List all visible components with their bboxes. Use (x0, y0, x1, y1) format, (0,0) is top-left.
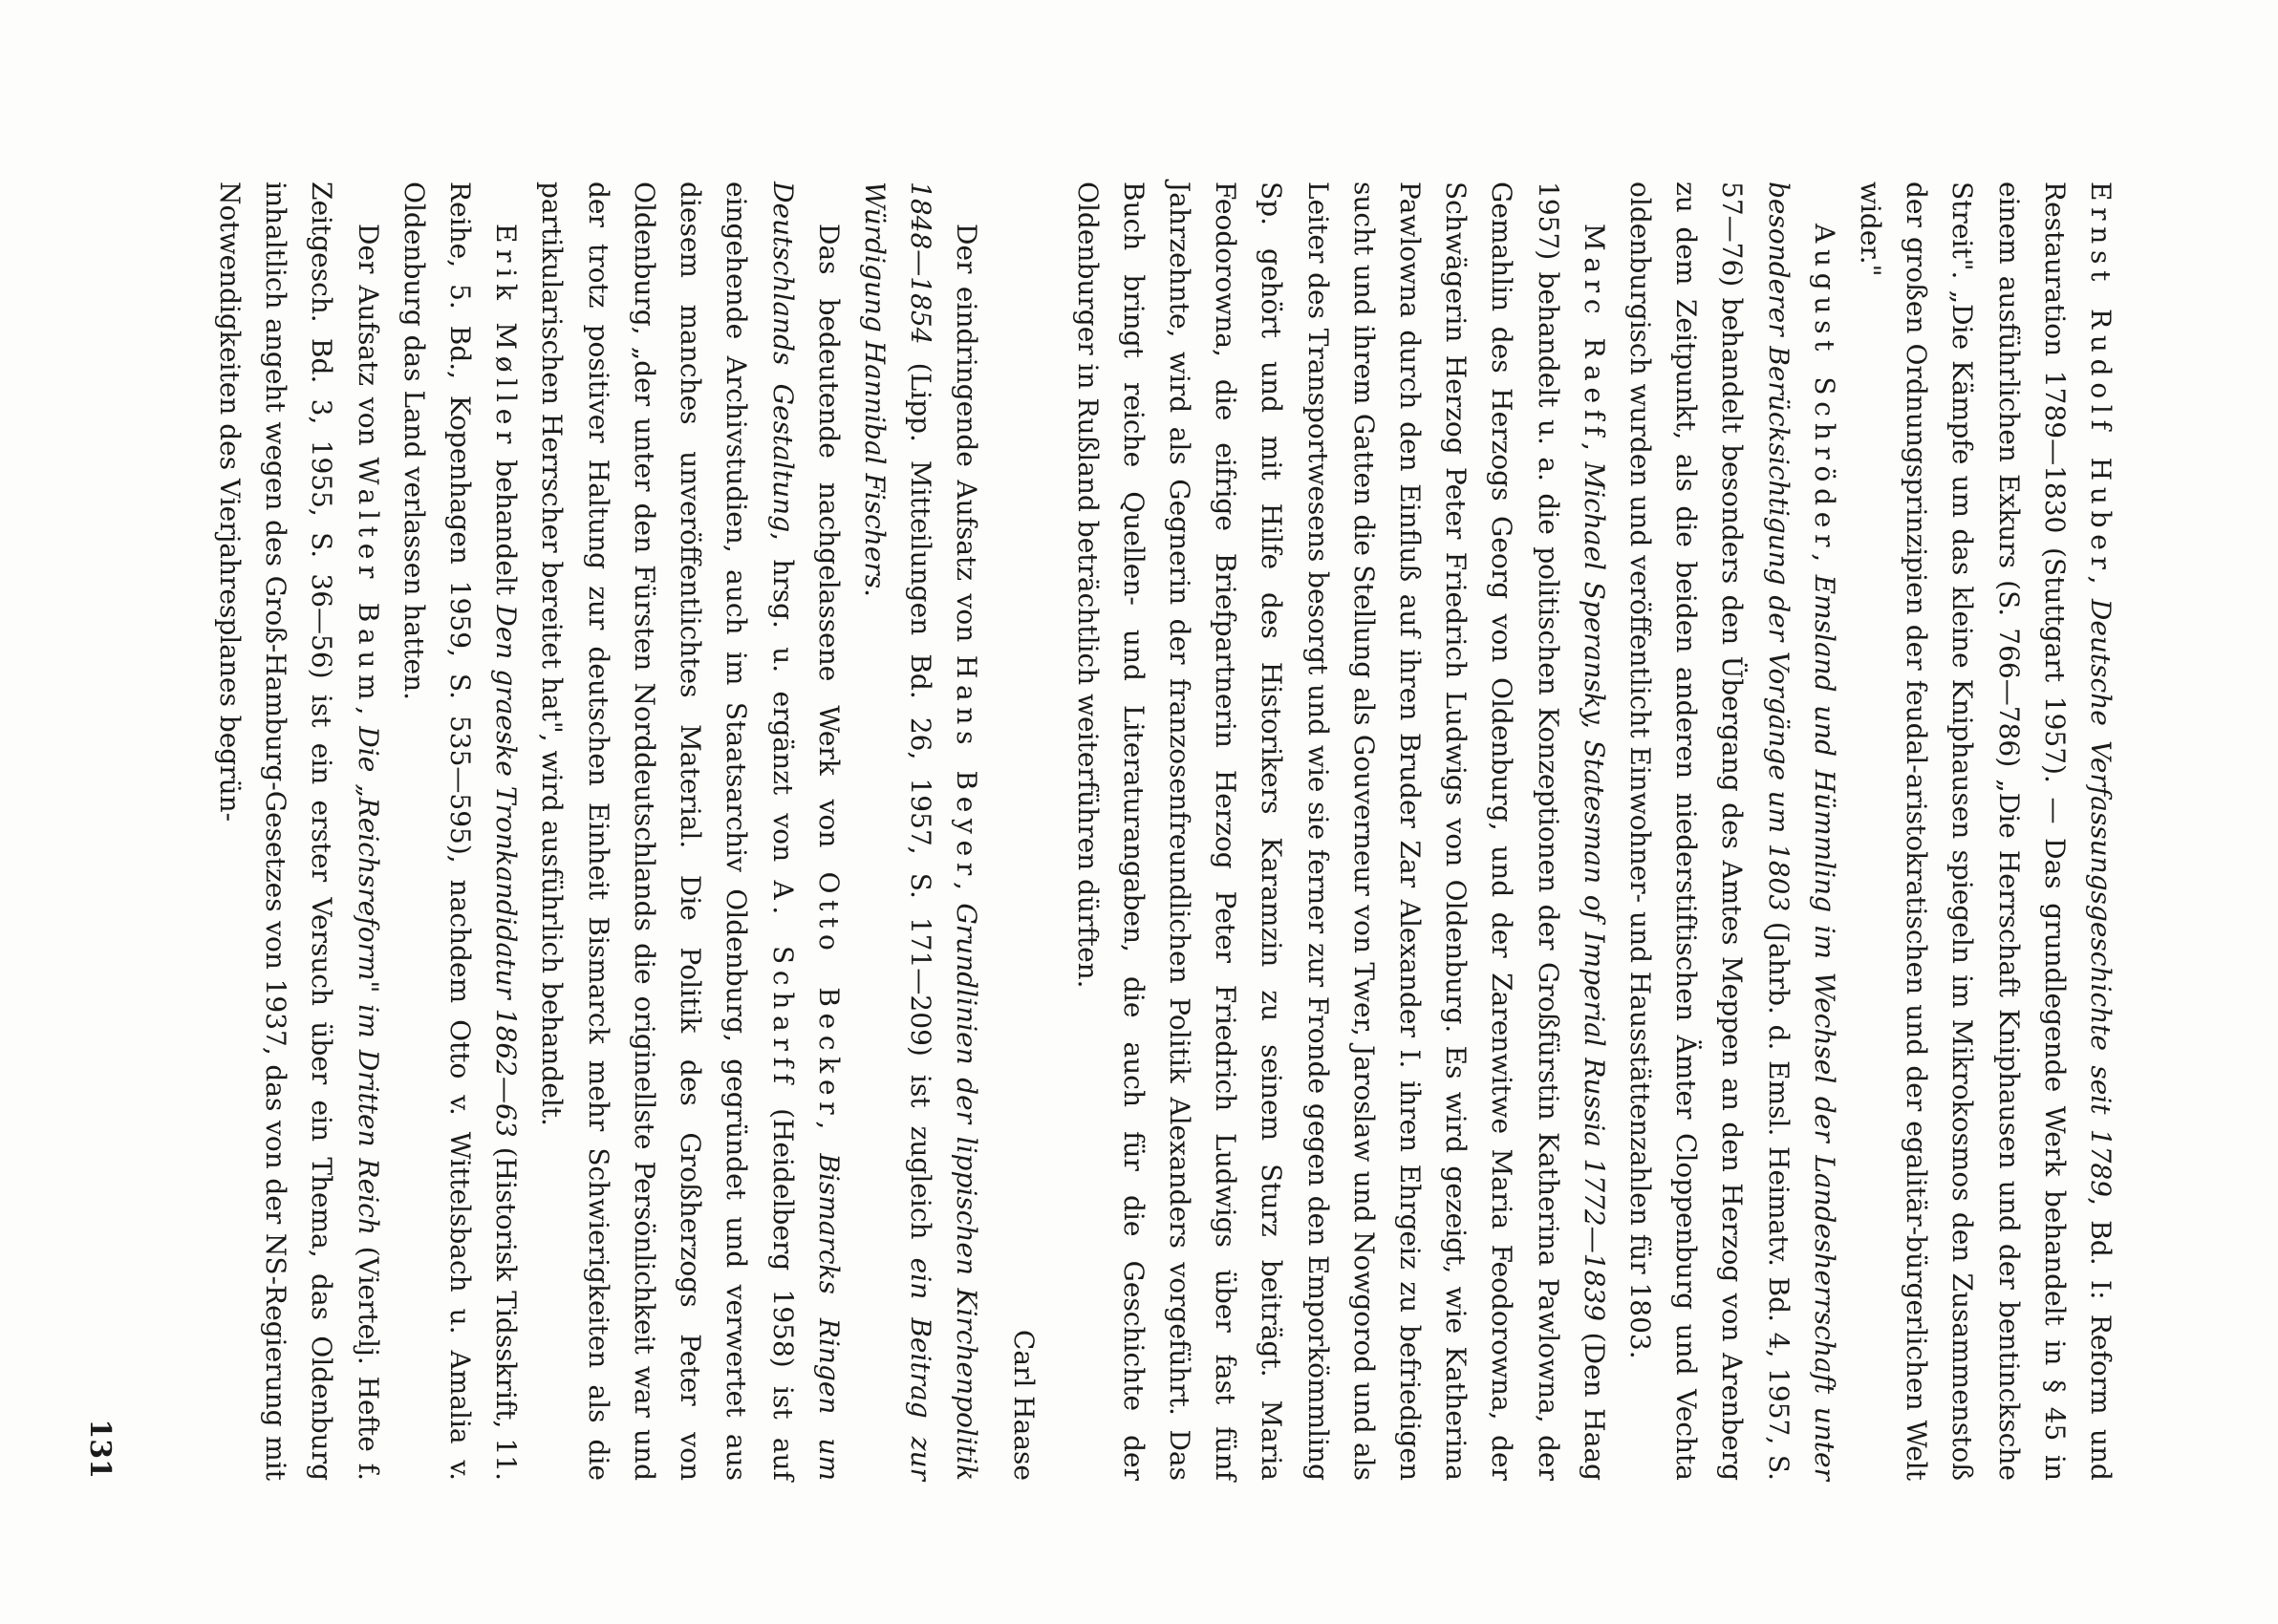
book-title: Deutsche Verfassungsgeschichte seit 1789 (2085, 598, 2117, 1198)
text-block (206, 182, 2123, 1481)
paragraph-beyer: Der eindringende Aufsatz von Hans Beyer, Grundlinien der lippischen Kirchenpolitik 1848—1854 (Lipp. Mitteilungen Bd. 26, 1957, S. 171—209) ist zugleich ein Beitrag zur Würdigung Hannibal Fischers. (858, 182, 983, 1482)
reviewer-signature: Carl Haase (1008, 1329, 1041, 1481)
article-title: Den graeske Tronkandidatur 1862—63 (490, 605, 523, 1138)
page-number: 131 (83, 1419, 117, 1479)
book-title: Michael Speransky, Statesman of Imperial Russia 1772—1839 (1578, 461, 1610, 1322)
article-title: Die „Reichsreform" im Dritten Reich (352, 726, 384, 1235)
author-name: Otto Becker (812, 871, 845, 1122)
author-name: Marc Raeff (1578, 224, 1610, 442)
paragraph-raeff: Marc Raeff, Michael Speransky, Statesman of Imperial Russia 1772—1839 (Den Haag 1957) behandelt u. a. die politischen Konzeptionen der Großfürstin Katherina Pawlowna, der Gemahlin des Herzogs Georg von Oldenburg, und der Zarenwitwe Maria Feodorowna, der Schwägerin Herzog Peter Friedrich Ludwigs von Oldenburg. Es wird gezeigt, wie Katherina Pawlowna durch den Einfluß auf ihren Bruder Zar Alexander I. ihren Ehrgeiz zu befriedigen sucht und ihrem Gatten die Stellung als Gouverneur von Twer, Jaroslaw und Nowgorod und als Leiter des Transportwesens besorgt und wie sie ferner zur Fronde gegen den Emporkömmling Sp. gehört und mit Hilfe des Historikers Karamzin zu seinem Sturz beiträgt. Maria Feodorowna, die eifrige Briefpartnerin Herzog Peter Friedrich Ludwigs über fast fünf Jahrzehnte, wird als Gegnerin der franzosenfreundlichen Politik Alexanders vorgeführt. Das Buch bringt reiche Quellen- und Literaturangaben, die auch für die Geschichte der Oldenburger in Rußland beträchtlich weiterführen dürften. (1071, 182, 1610, 1482)
paragraph-moeller: Erik Møller behandelt Den graeske Tronkandidatur 1862—63 (Historisk Tidsskrift, 11. Reihe, 5. Bd., Kopenhagen 1959, S. 535—595), nachdem Otto v. Wittelsbach u. Amalia v. Oldenburg das Land verlassen hatten. (398, 182, 523, 1482)
article-title: Emsland und Hümmling im Wechsel der Landesherrschaft unter besonderer Berücksichtigung der Vorgänge um 1803 (1762, 182, 1840, 1481)
article-title: Grundlinien der lippischen Kirchenpolitik 1848—1854 (905, 182, 983, 1481)
article-subtitle: ein Beitrag zur Würdigung Hannibal Fischers (858, 182, 937, 1482)
paragraph-baum: Der Aufsatz von Walter Baum, Die „Reichsreform" im Dritten Reich (Viertelj. Hefte f. Zeitgesch. Bd. 3, 1955, S. 36—56) ist ein erster Versuch über ein Thema, das Oldenburg inhaltlich angeht wegen des Groß-Hamburg-Gesetzes von 1937, das von der NS-Regierung mit Notwendigkeiten des Vierjahresplanes begrün- (214, 182, 384, 1482)
paragraph-schroeder: August Schröder, Emsland und Hümmling im Wechsel der Landesherrschaft unter besonderer Berücksichtigung der Vorgänge um 1803 (Jahrb. d. Emsl. Heimatv. Bd. 4, 1957, S. 57—76) behandelt besonders den Übergang des Amtes Meppen an den Herzog von Arenberg zu dem Zeitpunkt, als die beiden anderen niederstiftischen Ämter Cloppenburg und Vechta oldenburgisch wurden und veröffentlicht Einwohner- und Hausstättenzahlen für 1803. (1623, 182, 1840, 1481)
author-name: Hans Beyer (951, 654, 983, 882)
paragraph-becker: Das bedeutende nachgelassene Werk von Otto Becker, Bismarcks Ringen um Deutschlands Gestaltung, hrsg. u. ergänzt von A. Scharff (Heidelberg 1958) ist auf eingehende Archivstudien, auch im Staatsarchiv Oldenburg, gegründet und verwertet aus diesem manches unveröffentlichtes Material. Die Politik des Großherzogs Peter von Oldenburg, „der unter den Fürsten Norddeutschlands die originellste Persönlichkeit war und der trotz positiver Haltung zur deutschen Einheit Bismarck mehr Schwierigkeiten als die partikularischen Herrscher bereitet hat", wird ausführlich behandelt. (536, 182, 845, 1482)
author-name: Ernst Rudolf Huber (2085, 182, 2117, 576)
paragraph-huber: Ernst Rudolf Huber, Deutsche Verfassungsgeschichte seit 1789, Bd. I: Reform und Restauration 1789—1830 (Stuttgart 1957). — Das grundlegende Werk behandelt in § 45 in einem ausführlichen Exkurs (S. 766—786) „Die Herrschaft Kniphausen und der bentincksche Streit". „Die Kämpfe um das kleine Kniphausen spiegeln im Mikrokosmos den Zusammenstoß der großen Ordnungsprinzipien der feudal-aristokratischen und der egalitär-bürgerlichen Welt wider." (1854, 182, 2117, 1481)
author-name: Erik Møller (490, 224, 523, 451)
book-title: Bismarcks Ringen um Deutschlands Gestaltung (766, 182, 845, 1482)
editor-name: A. Scharff (766, 880, 799, 1090)
author-name: August Schröder (1808, 224, 1840, 554)
author-name: Walter Baum (352, 457, 384, 707)
